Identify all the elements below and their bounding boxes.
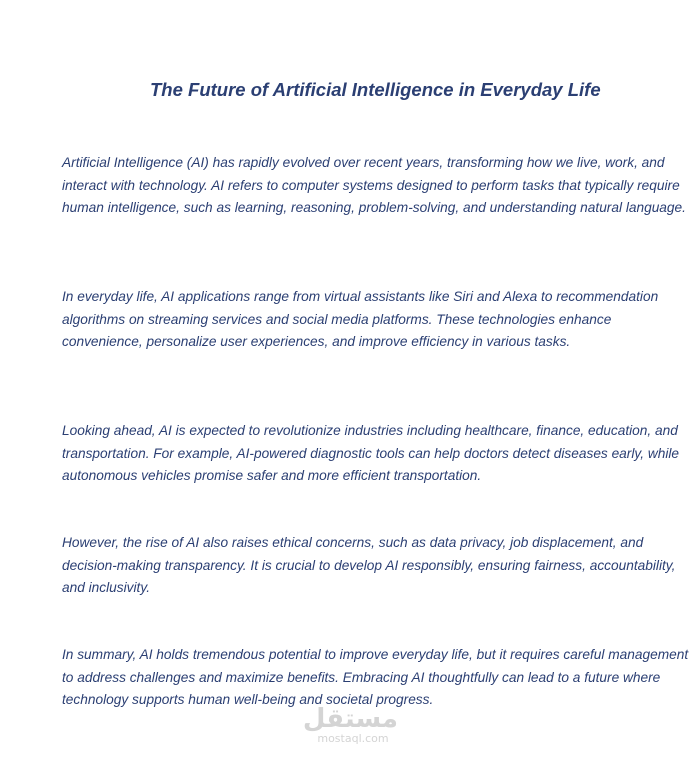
paragraph-ethical-concerns: However, the rise of AI also raises ethical concerns, such as data privacy, job displacement, and decision-making transparency. It is crucial to develop AI responsibly, ensuring fairness, accountability, and inclusivity. <box>62 535 676 595</box>
paragraph-looking-ahead: Looking ahead, AI is expected to revolutionize industries including healthcare, finance, education, and transportation. For example, AI-powered diagnostic tools can help doctors detect diseases early, while autonomous vehicles promise safer and more efficient transportation. <box>62 423 680 483</box>
document-title: The Future of Artificial Intelligence in Everyday Life <box>150 79 601 100</box>
paragraph-intro: Artificial Intelligence (AI) has rapidly evolved over recent years, transforming how we live, work, and interact with technology. AI refers to computer systems designed to perform tasks that typically require human intelligence, such as learning, reasoning, problem-solving, and understanding natural language. <box>62 155 686 215</box>
paragraph-summary: In summary, AI holds tremendous potential to improve everyday life, but it requires careful management to address challenges and maximize benefits. Embracing AI thoughtfully can lead to a future where technology supports human well-being and societal progress. <box>62 647 689 707</box>
watermark-logo: مستقل <box>302 704 398 734</box>
watermark <box>302 704 398 745</box>
paragraph-everyday-life: In everyday life, AI applications range from virtual assistants like Siri and Alexa to recommendation algorithms on streaming services and social media platforms. These technologies enhance convenience, personalize user experiences, and improve efficiency in various tasks. <box>62 289 659 349</box>
watermark-site: mostaql.com <box>317 732 389 745</box>
